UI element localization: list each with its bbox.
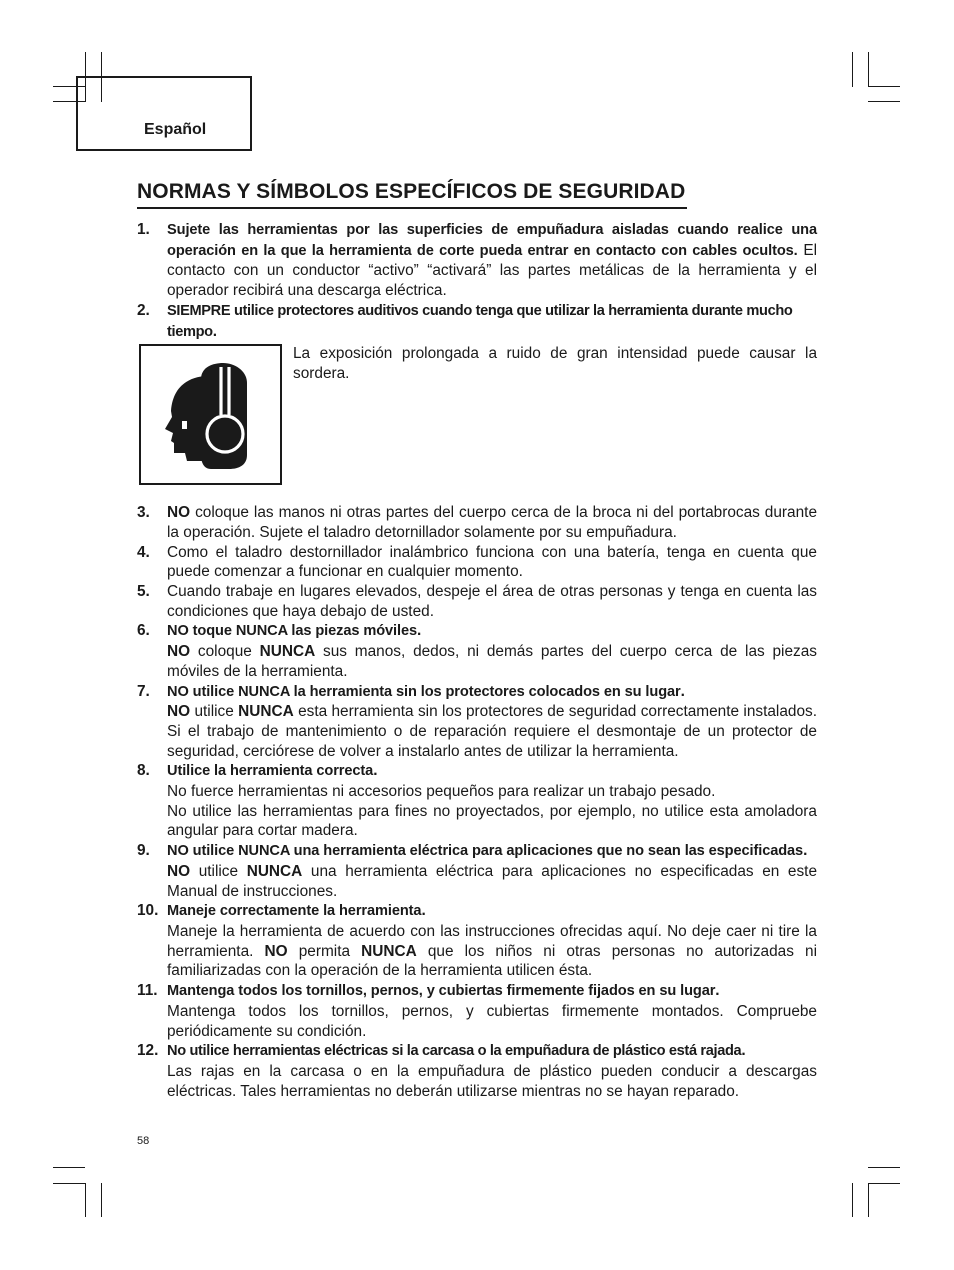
item-heading: Mantenga todos los tornillos, pernos, y cubiertas firmemente fijados en su lugar <box>167 983 716 1000</box>
hearing-warning-text: La exposición prolongada a ruido de gran intensidad puede causar la sordera. <box>293 345 817 382</box>
crop-mark <box>868 86 900 87</box>
ear-protection-icon <box>139 344 282 485</box>
crop-mark <box>101 1183 102 1217</box>
item-keyword: NUNCA <box>238 703 294 721</box>
crop-mark <box>868 1167 900 1168</box>
item-number: 1. <box>137 221 150 238</box>
item-body: NO utilice NUNCA la herramienta sin los protectores colocados en su lugar. NO utilice NUNCA esta herramienta sin los protectores de seguridad correctamente instalados. Si el trabajo de mantenimiento o de reparación requiere el desmontaje de un protector de seguridad, cerciórese de volver a instalarlo antes de utilizar la herramienta. <box>167 682 817 760</box>
list-item <box>137 682 817 762</box>
list-item <box>137 621 817 681</box>
item-body <box>167 582 817 621</box>
item-body: No utilice herramientas eléctricas si la carcasa o la empuñadura de plástico está rajada. Las rajas en la carcasa o en la empuñadura de plástico pueden conducir a descargas eléctricas. Tales herramientas no deberán utilizarse mientras no se hayan reparado. <box>167 1042 817 1100</box>
item-keyword: NUNCA <box>259 643 316 661</box>
item-text: utilice <box>198 862 239 880</box>
list-item <box>137 981 817 1041</box>
item-body <box>167 543 817 582</box>
language-tab <box>76 76 252 151</box>
item-text: sus manos, dedos, ni demás partes del cuerpo cerca de las piezas móviles de la herramienta. <box>167 643 817 680</box>
language-label: Español <box>144 121 207 138</box>
item-keyword: NUNCA <box>246 862 303 880</box>
item-body: Utilice la herramienta correcta. No fuerce herramientas ni accesorios pequeños para realizar un trabajo pesado. No utilice las herramientas para fines no proyectados, por ejemplo, no utilice esta amoladora angular para cortar madera. <box>167 762 817 840</box>
list-item <box>137 901 817 981</box>
page-number: 58 <box>137 1135 150 1147</box>
list-item <box>137 301 817 342</box>
item-text: una herramienta eléctrica para aplicaciones no especificadas en este Manual de instrucciones. <box>167 862 818 900</box>
item-text: coloque las manos ni otras partes del cuerpo cerca de la broca ni del portabrocas durante la operación. Sujete el taladro detornillador solamente por su empuñadura. <box>167 504 817 541</box>
crop-mark <box>53 1167 85 1168</box>
item-number: 2. <box>137 301 150 319</box>
head-with-earmuffs-icon <box>161 361 261 469</box>
crop-mark <box>868 1183 900 1184</box>
item-body <box>167 503 817 542</box>
crop-mark <box>868 101 900 102</box>
safety-rules-list <box>137 220 817 1101</box>
item-number: 9. <box>137 842 150 860</box>
item-text: permita <box>298 942 351 960</box>
item-heading: NO toque NUNCA las piezas móviles <box>167 623 417 640</box>
item-body: NO toque NUNCA las piezas móviles. NO coloque NUNCA sus manos, dedos, ni demás partes del cuerpo cerca de las piezas móviles de la herramienta. <box>167 622 817 680</box>
item-text: Las rajas en la carcasa o en la empuñadura de plástico pueden conducir a descargas eléctricas. Tales herramientas no deberán utilizarse mientras no se hayan reparado. <box>167 1062 817 1100</box>
item-number: 8. <box>137 762 150 780</box>
crop-mark <box>868 1183 869 1217</box>
item-keyword: NO <box>167 504 191 522</box>
item-text: esta herramienta sin los protectores de seguridad correctamente instalados. Si el trabajo de mantenimiento o de reparación requiere el desmontaje de un protector de seguridad, cerciórese de volver a instalarlo antes de utilizar la herramienta. <box>167 703 817 760</box>
item-body: Maneje correctamente la herramienta. Maneje la herramienta de acuerdo con las instrucciones ofrecidas aquí. No deje caer ni tire la herramienta. NO permita NUNCA que los niños ni otras personas no autorizadas ni familiarizadas con la operación de la herramienta utilicen ésta. <box>167 902 817 980</box>
crop-mark <box>868 52 869 87</box>
list-item <box>137 503 817 542</box>
item-body: Mantenga todos los tornillos, pernos, y cubiertas firmemente fijados en su lugar. Mantenga todos los tornillos, pernos, y cubiertas firmemente montados. Compruebe periódicamente su condición. <box>167 982 817 1040</box>
item-text: Mantenga todos los tornillos, pernos, y cubiertas firmemente montados. Compruebe periódicamente su condición. <box>167 1002 817 1040</box>
item-keyword: NO <box>167 703 191 721</box>
item-number: 7. <box>137 682 150 700</box>
item-number: 10. <box>137 902 159 920</box>
item-number: 4. <box>137 543 150 561</box>
list-item <box>137 220 817 301</box>
item-text: El contacto con un conductor “activo” “activará” las partes metálicas de la herramienta y el operador recibirá una descarga eléctrica. <box>167 241 818 300</box>
item-text: que los niños ni otras personas no autorizadas ni familiarizadas con la operación de la herramienta utilicen ésta. <box>167 942 817 980</box>
list-item <box>137 761 817 841</box>
list-item <box>137 841 817 901</box>
crop-mark <box>852 52 853 87</box>
crop-mark <box>85 1183 86 1217</box>
item-number: 5. <box>137 583 150 601</box>
item-number: 3. <box>137 504 150 522</box>
item-heading: Utilice la herramienta correcta <box>167 763 374 780</box>
item-body: NO utilice NUNCA una herramienta eléctrica para aplicaciones que no sean las especificadas. NO utilice NUNCA una herramienta eléctrica para aplicaciones no especificadas en este Manual de instrucciones. <box>167 842 818 900</box>
item-text: utilice <box>194 703 234 721</box>
item-heading: NO utilice NUNCA la herramienta sin los protectores colocados en su lugar <box>167 683 681 700</box>
page-title: NORMAS Y SÍMBOLOS ESPECÍFICOS DE SEGURIDAD <box>137 180 687 209</box>
item-keyword: NO <box>167 643 191 661</box>
item-keyword: NUNCA <box>361 942 417 960</box>
hearing-protection-row <box>137 344 817 485</box>
crop-mark <box>852 1183 853 1217</box>
item-keyword: NO <box>167 862 191 880</box>
item-number: 11. <box>137 982 158 1000</box>
item-heading: Maneje correctamente la herramienta <box>167 903 422 920</box>
item-number: 6. <box>137 622 150 640</box>
item-heading: NO utilice NUNCA una herramienta eléctrica para aplicaciones que no sean las especificadas <box>167 843 804 860</box>
item-number: 12. <box>137 1042 159 1060</box>
item-body: SIEMPRE utilice protectores auditivos cuando tenga que utilizar la herramienta durante mucho tiempo. <box>167 302 793 340</box>
item-heading: No utilice herramientas eléctricas si la carcasa o la empuñadura de plástico está rajada <box>167 1043 742 1060</box>
item-text: Cuando trabaje en lugares elevados, despeje el área de otras personas y tenga en cuenta las condiciones que haya debajo de usted. <box>167 583 817 620</box>
list-item <box>137 1041 817 1101</box>
item-keyword: NO <box>264 942 288 960</box>
item-text: coloque <box>197 643 252 661</box>
item-text: Maneje la herramienta de acuerdo con las instrucciones ofrecidas aquí. No deje caer ni tire la herramienta. <box>167 922 817 960</box>
item-text: No utilice las herramientas para fines no proyectados, por ejemplo, no utilice esta amoladora angular para cortar madera. <box>167 802 817 840</box>
item-text: No fuerce herramientas ni accesorios pequeños para realizar un trabajo pesado. <box>167 783 716 801</box>
item-text: Como el taladro destornillador inalámbrico funciona con una batería, tenga en cuenta que puede comenzar a funcionar en cualquier momento. <box>167 543 817 581</box>
list-item <box>137 543 817 582</box>
list-item <box>137 582 817 621</box>
item-body <box>167 220 817 301</box>
item-heading: Sujete las herramientas por las superficies de empuñadura aisladas cuando realice una operación en la que la herramienta de corte pueda entrar en contacto con cables ocultos. <box>167 222 817 259</box>
crop-mark <box>53 1183 85 1184</box>
item-heading: SIEMPRE utilice protectores auditivos cuando tenga que utilizar la herramienta durante mucho tiempo <box>167 302 793 340</box>
